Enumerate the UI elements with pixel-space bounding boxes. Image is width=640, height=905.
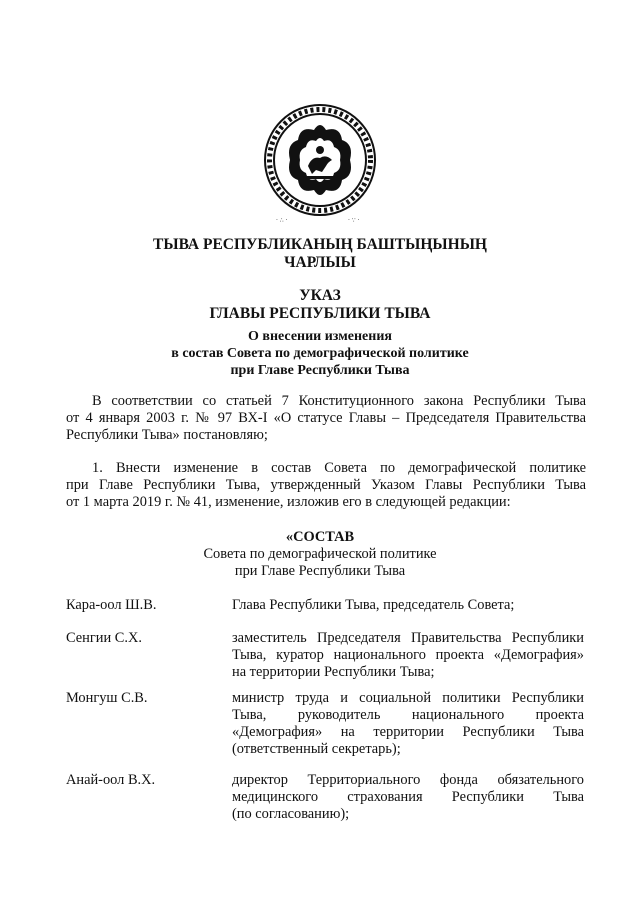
member-name: Сенгии С.Х. (66, 630, 142, 646)
coat-of-arms-emblem (256, 100, 384, 228)
member-role-line: на территории Республики Тыва; (232, 664, 435, 680)
point1-line3: от 1 марта 2019 г. № 41, изменение, изложив его в следующей редакции: (66, 494, 511, 510)
point1-paragraph (66, 460, 586, 511)
member-role-line: Глава Республики Тыва, председатель Совета; (232, 597, 515, 613)
header-tuvan-line2: ЧАРЛЫЫ (284, 254, 356, 271)
composition-title: «СОСТАВ (285, 529, 355, 545)
member-role-line: (по согласованию); (232, 806, 350, 822)
header-tuvan-line1: ТЫВА РЕСПУБЛИКАНЫҢ БАШТЫҢЫНЫҢ (153, 236, 487, 253)
preamble-line3: Республики Тыва» постановляю; (66, 427, 268, 443)
member-role-line: заместитель Председателя Правительства Республики (232, 630, 584, 646)
preamble-paragraph (66, 393, 586, 444)
member-name: Анай-оол В.Х. (66, 772, 156, 788)
member-role-line: медицинского страхования Республики Тыва (232, 789, 584, 805)
member-role (232, 772, 584, 823)
composition-subtitle-line2: при Главе Республики Тыва (234, 563, 406, 579)
member-name: Монгуш С.В. (66, 690, 148, 706)
member-role-line: директор Территориального фонда обязательного (232, 772, 584, 788)
member-role-line: Тыва, руководитель национального проекта (232, 707, 584, 723)
member-role-line: министр труда и социальной политики Республики (232, 690, 584, 706)
point1-line1: 1. Внести изменение в состав Совета по демографической политике (92, 460, 586, 476)
member-role-line: Тыва, куратор национального проекта «Демография» (232, 647, 584, 663)
subject-line3: при Главе Республики Тыва (230, 363, 410, 378)
point1-line2: при Главе Республики Тыва, утвержденный Указом Главы Республики Тыва (66, 477, 586, 493)
member-role-line: (ответственный секретарь); (232, 741, 401, 757)
member-role-line: «Демография» на территории Республики Тыва (232, 724, 584, 740)
svg-text:· ∵ ·: · ∵ · (348, 217, 360, 224)
preamble-line2: от 4 января 2003 г. № 97 ВХ-I «О статусе Главы – Председателя Правительства (66, 410, 586, 426)
header-head-title: ГЛАВЫ РЕСПУБЛИКИ ТЫВА (209, 305, 431, 322)
member-role (232, 630, 584, 681)
emblem-icon (256, 100, 384, 228)
member-role (232, 690, 584, 758)
subject-line1: О внесении изменения (248, 329, 392, 344)
svg-text:· ∴ ·: · ∴ · (276, 217, 288, 224)
subject-line2: в состав Совета по демографической политике (171, 346, 469, 361)
member-role (232, 597, 584, 614)
member-name: Кара-оол Ш.В. (66, 597, 157, 613)
composition-subtitle-line1: Совета по демографической политике (203, 546, 437, 562)
preamble-line1: В соответствии со статьей 7 Конституционного закона Республики Тыва (92, 393, 586, 409)
header-ukaz: УКАЗ (299, 287, 341, 304)
